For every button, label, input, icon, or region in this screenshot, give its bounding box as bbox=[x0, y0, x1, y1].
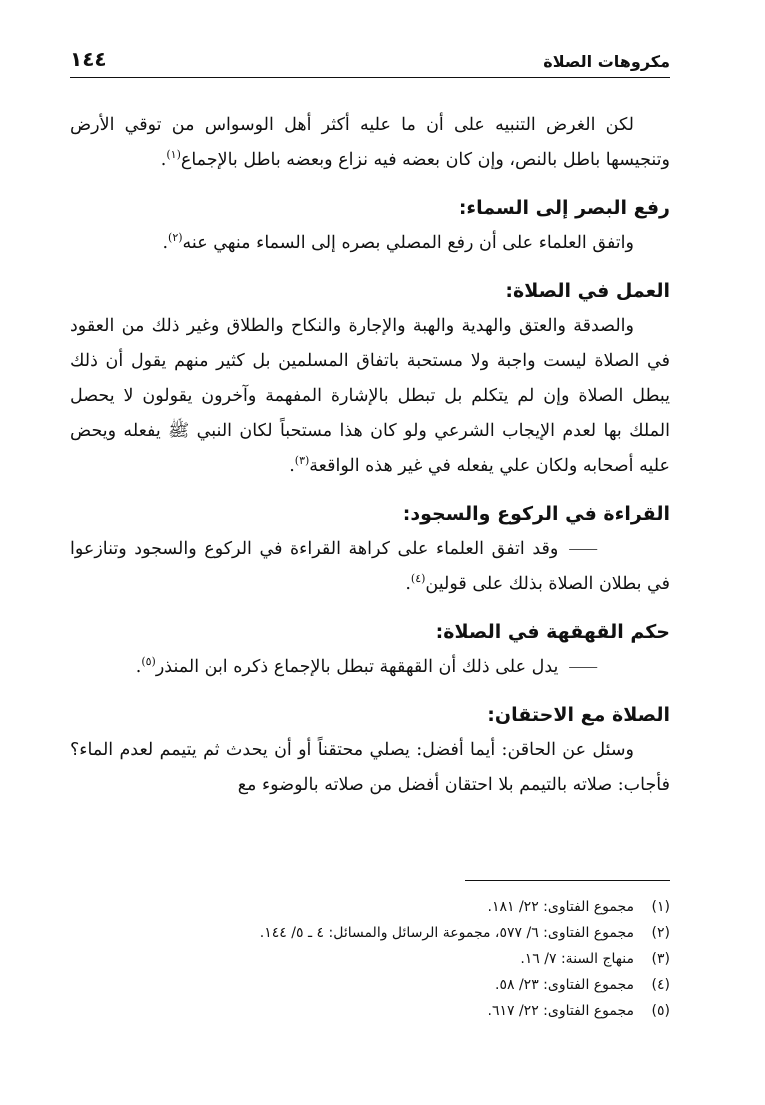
footnote-item bbox=[150, 998, 670, 1024]
section-heading: رفع البصر إلى السماء: bbox=[458, 197, 670, 219]
footnote-item bbox=[150, 894, 670, 920]
section-tail: . bbox=[135, 657, 142, 677]
footnote-text: مجموع الفتاوى: ٦/ ٥٧٧، مجموعة الرسائل والمسائل: ٤ ـ ٥/ ١٤٤. bbox=[259, 925, 634, 941]
footnote-text: منهاج السنة: ٧/ ١٦. bbox=[520, 951, 634, 967]
section-heading: القراءة في الركوع والسجود: bbox=[402, 503, 670, 525]
section-tail: . bbox=[405, 574, 411, 594]
footnote-text: مجموع الفتاوى: ٢٢/ ٦١٧. bbox=[487, 1003, 634, 1019]
intro-tail: . bbox=[160, 150, 167, 170]
section-paragraph bbox=[70, 532, 670, 602]
footnote-ref: (٢) bbox=[168, 231, 183, 245]
running-title: مكروهات الصلاة bbox=[543, 52, 670, 71]
footnote-item bbox=[150, 920, 670, 946]
page-header bbox=[70, 44, 670, 78]
footnote-item bbox=[150, 972, 670, 998]
footnote-text: مجموع الفتاوى: ٢٣/ ٥٨. bbox=[495, 977, 634, 993]
footnote-separator bbox=[465, 880, 670, 881]
section-text: والصدقة والعتق والهدية والهبة والإجارة والنكاح والطلاق وغير ذلك من العقود في الصلاة ليست واجبة ولا مستحبة باتفاق المسلمين بل كثير منهم يقول أن ذلك يبطل الصلاة وإن لم يتكلم بل تبطل بالإشارة المفهمة وآخرون يقولون لا يحصل الملك بها لعدم الإيجاب الشرعي ولو كان هذا مستحباً لكان النبي ﷺ يفعله ويحض عليه أصحابه ولكان علي يفعله في غير هذه الواقعة bbox=[70, 316, 670, 476]
footnote-ref: (١) bbox=[166, 148, 181, 162]
section-paragraph bbox=[70, 733, 670, 803]
page-number: ١٤٤ bbox=[70, 47, 107, 71]
section-heading: حكم القهقهة في الصلاة: bbox=[435, 621, 670, 643]
footnote-number: (٥) bbox=[651, 1003, 670, 1019]
intro-text: لكن الغرض التنبيه على أن ما عليه أكثر أهل الوسواس من توقي الأرض وتنجيسها باطل بالنص، وإن كان بعضه فيه نزاع وبعضه باطل بالإجماع bbox=[70, 115, 670, 170]
footnote-text: مجموع الفتاوى: ٢٢/ ١٨١. bbox=[487, 899, 634, 915]
footnote-number: (٣) bbox=[651, 951, 670, 967]
section-tail: . bbox=[289, 456, 295, 476]
section-text: واتفق العلماء على أن رفع المصلي بصره إلى السماء منهي عنه bbox=[182, 233, 634, 253]
footnotes bbox=[150, 894, 670, 1024]
section-tail: . bbox=[162, 233, 169, 253]
footnote-ref: (٣) bbox=[294, 454, 310, 468]
footnote-number: (٢) bbox=[651, 925, 670, 941]
section-paragraph bbox=[70, 309, 670, 484]
footnote-ref: (٤) bbox=[410, 572, 426, 586]
footnote-ref: (٥) bbox=[141, 655, 156, 669]
footnote-number: (١) bbox=[651, 899, 670, 915]
intro-paragraph bbox=[70, 108, 670, 178]
section-heading: العمل في الصلاة: bbox=[505, 280, 670, 302]
dash-mark-icon: ⸺ bbox=[568, 657, 598, 677]
footnote-item bbox=[150, 946, 670, 972]
section-text: وقد اتفق العلماء على كراهة القراءة في الركوع والسجود وتنازعوا في بطلان الصلاة بذلك على قولين bbox=[70, 539, 670, 594]
section-text: وسئل عن الحاقن: أيما أفضل: يصلي محتقناً أو أن يحدث ثم يتيمم لعدم الماء؟ فأجاب: صلاته بالتيمم بلا احتقان أفضل من صلاته بالوضوء مع bbox=[70, 740, 670, 795]
dash-mark-icon: ⸺ bbox=[568, 539, 598, 559]
page-body bbox=[70, 108, 670, 803]
section-paragraph bbox=[70, 650, 670, 685]
section-heading: الصلاة مع الاحتقان: bbox=[487, 704, 670, 726]
footnote-number: (٤) bbox=[651, 977, 670, 993]
section-paragraph bbox=[70, 226, 670, 261]
section-text: يدل على ذلك أن القهقهة تبطل بالإجماع ذكره ابن المنذر bbox=[155, 657, 559, 677]
